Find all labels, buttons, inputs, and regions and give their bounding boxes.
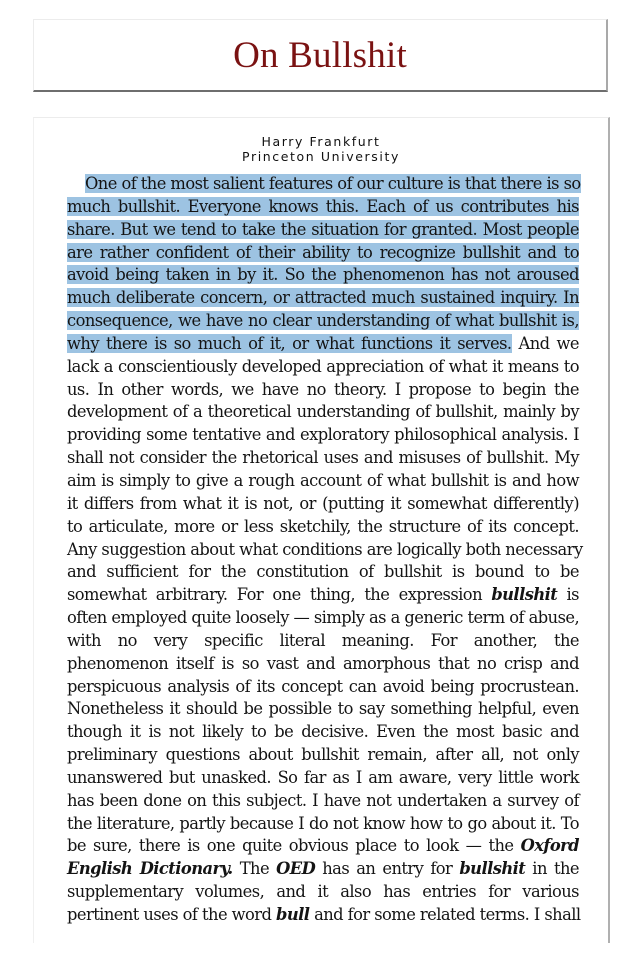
- selected-text: are rather confident of their ability to recognize bullshit and to: [67, 242, 579, 262]
- text-segment: The: [232, 859, 277, 879]
- text-line: [67, 881, 579, 904]
- text-segment: is: [557, 585, 579, 605]
- text-segment: lack a conscientiously developed appreciation of what it means to: [67, 356, 579, 376]
- text-segment: development of a theoretical understanding of bullshit, mainly by: [67, 402, 579, 422]
- author-affiliation: Princeton University: [242, 149, 400, 164]
- text-segment: though it is not likely to be decisive. Even the most basic and: [67, 722, 579, 742]
- text-line: [67, 744, 579, 767]
- document-page: [33, 117, 610, 943]
- text-line: [67, 287, 579, 310]
- text-line: [67, 173, 579, 196]
- text-line: [67, 584, 579, 607]
- text-segment: with no very specific literal meaning. For another, the: [67, 630, 579, 650]
- text-segment: providing some tentative and exploratory philosophical analysis. I: [67, 425, 579, 445]
- selected-text: share. But we tend to take the situation for granted. Most people: [67, 219, 579, 239]
- text-line: [67, 493, 579, 516]
- text-line: [67, 516, 579, 539]
- selected-text: much bullshit. Everyone knows this. Each of us contributes his: [67, 196, 579, 216]
- text-line: [67, 561, 579, 584]
- text-segment: somewhat arbitrary. For one thing, the expression: [67, 585, 492, 605]
- text-segment: to articulate, more or less sketchily, the structure of its concept.: [67, 516, 579, 536]
- text-segment: and for some related terms. I shall: [309, 905, 581, 924]
- text-line: [67, 219, 579, 242]
- text-segment: be sure, there is one quite obvious place to look — the: [67, 836, 521, 856]
- text-segment: and sufficient for the constitution of bullshit is bound to be: [67, 562, 579, 582]
- text-segment: us. In other words, we have no theory. I propose to begin the: [67, 379, 579, 399]
- body-paragraph[interactable]: [67, 173, 583, 927]
- text-segment: unanswered but unasked. So far as I am aware, very little work: [67, 767, 579, 787]
- selected-text: avoid being taken in by it. So the phenomenon has not aroused: [67, 265, 579, 285]
- text-line: [67, 539, 583, 562]
- text-line: [67, 242, 579, 265]
- text-segment: phenomenon itself is so vast and amorphous that no crisp and: [67, 653, 579, 673]
- text-segment: has been done on this subject. I have not undertaken a survey of: [67, 790, 579, 810]
- text-line: [67, 630, 579, 653]
- text-line: [67, 310, 579, 333]
- text-line: [67, 264, 579, 287]
- emphasized-term: Oxford: [520, 836, 579, 856]
- selected-text: much deliberate concern, or attracted much sustained inquiry. In: [67, 288, 579, 308]
- emphasized-term: bull: [276, 905, 310, 924]
- text-line: [67, 698, 579, 721]
- text-segment: preliminary questions about bullshit remain, after all, not only: [67, 745, 579, 765]
- selected-text: why there is so much of it, or what functions it serves.: [67, 333, 512, 353]
- selected-text: One of the most salient features of our culture is that there is so: [85, 174, 581, 193]
- emphasized-term: English Dictionary.: [67, 859, 233, 879]
- text-segment: the literature, partly because I do not know how to go about it. To: [67, 813, 579, 833]
- text-line: [67, 767, 579, 790]
- text-segment: it differs from what it is not, or (putting it somewhat differently): [67, 493, 579, 513]
- text-segment: in the: [525, 859, 579, 879]
- author-name: Harry Frankfurt: [261, 134, 381, 149]
- text-line: [67, 196, 579, 219]
- text-line: [67, 379, 579, 402]
- text-line: [67, 356, 579, 379]
- title-panel: [33, 19, 608, 92]
- text-line: [67, 424, 579, 447]
- text-line: [67, 447, 579, 470]
- text-line: [67, 835, 579, 858]
- text-segment: And we: [511, 333, 579, 353]
- text-line: [67, 607, 579, 630]
- emphasized-term: OED: [276, 859, 316, 879]
- text-line: [67, 401, 579, 424]
- text-segment: pertinent uses of the word: [67, 905, 277, 924]
- text-line: [67, 858, 579, 881]
- text-line: [67, 653, 579, 676]
- text-line: [67, 790, 579, 813]
- text-line: [67, 333, 579, 356]
- text-segment: perspicuous analysis of its concept can avoid being procrustean.: [67, 676, 579, 696]
- text-segment: shall not consider the rhetorical uses and misuses of bullshit. My: [67, 448, 579, 468]
- text-segment: supplementary volumes, and it also has entries for various: [67, 882, 579, 902]
- emphasized-term: bullshit: [459, 859, 526, 879]
- emphasized-term: bullshit: [491, 585, 558, 605]
- text-segment: has an entry for: [315, 859, 460, 879]
- text-line: [67, 904, 579, 927]
- text-segment: often employed quite loosely — simply as a generic term of abuse,: [67, 608, 580, 628]
- text-line: [67, 721, 579, 744]
- text-line: [67, 470, 579, 493]
- text-line: [67, 813, 579, 836]
- text-line: [67, 676, 579, 699]
- text-segment: aim is simply to give a rough account of what bullshit is and how: [67, 470, 579, 490]
- selected-text: consequence, we have no clear understanding of what bullshit is,: [67, 311, 579, 331]
- text-segment: Nonetheless it should be possible to say something helpful, even: [67, 699, 579, 719]
- text-segment: Any suggestion about what conditions are logically both necessary: [67, 539, 583, 559]
- document-title: On Bullshit: [233, 35, 407, 76]
